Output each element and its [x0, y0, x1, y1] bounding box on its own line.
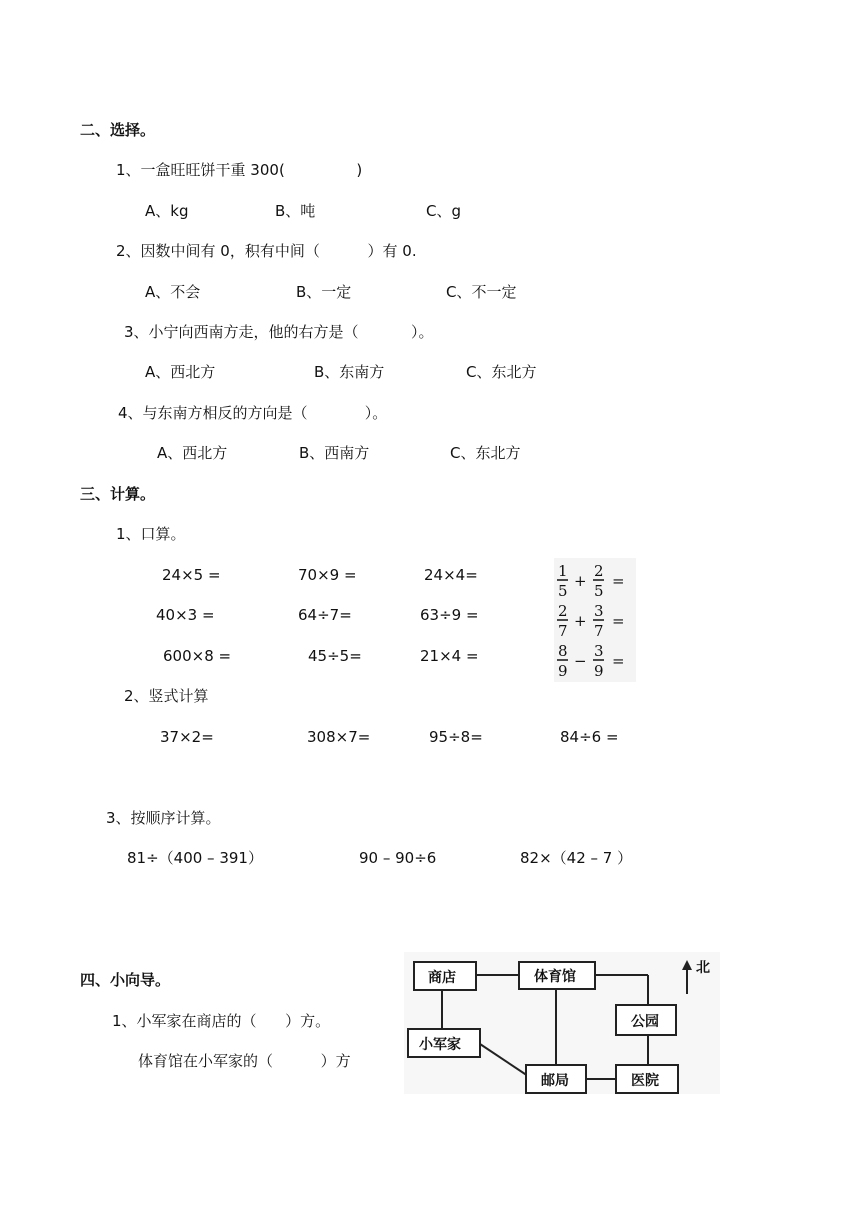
- fraction-problems-image: [554, 558, 636, 682]
- oral-calc-title: 1、口算。: [116, 525, 186, 543]
- svg-text:医院: 医院: [631, 1073, 659, 1089]
- q1-option-b: B、吨: [275, 202, 316, 220]
- fraction-equals: =: [612, 612, 625, 630]
- oral-item: 40×3 =: [156, 606, 215, 624]
- section2-title: 二、选择。: [80, 121, 156, 139]
- oral-item: 63÷9 =: [420, 606, 479, 624]
- fraction-equals: =: [612, 652, 625, 670]
- q3-option-b: B、东南方: [314, 363, 385, 381]
- map-node-park: [616, 1005, 676, 1035]
- oral-item: 24×5 =: [162, 566, 221, 584]
- fraction-numerator: 2: [558, 602, 568, 620]
- vertical-item: 95÷8=: [429, 728, 483, 746]
- section3-title: 三、计算。: [80, 485, 156, 503]
- fraction-denominator: 9: [558, 662, 568, 680]
- q1-option-c: C、g: [426, 202, 461, 220]
- order-calc-title: 3、按顺序计算。: [106, 809, 221, 827]
- vertical-item: 308×7=: [307, 728, 371, 746]
- fraction-numerator: 8: [558, 642, 568, 660]
- question-4: 4、与东南方相反的方向是（ ）。: [118, 404, 388, 422]
- fraction-denominator: 5: [558, 582, 568, 600]
- fraction-numerator: 1: [558, 562, 568, 580]
- oral-item: 64÷7=: [298, 606, 352, 624]
- oral-item: 70×9 =: [298, 566, 357, 584]
- q3-option-a: A、西北方: [145, 363, 216, 381]
- order-item: 90 – 90÷6: [359, 849, 437, 867]
- svg-text:北: 北: [696, 960, 710, 976]
- q2-option-c: C、不一定: [446, 283, 517, 301]
- vertical-calc-title: 2、竖式计算: [124, 687, 209, 705]
- q2-option-a: A、不会: [145, 283, 201, 301]
- svg-text:商店: 商店: [428, 970, 456, 986]
- q4-option-c: C、东北方: [450, 444, 521, 462]
- q1-option-a: A、kg: [145, 202, 189, 220]
- fraction-denominator: 9: [594, 662, 604, 680]
- svg-text:体育馆: 体育馆: [534, 969, 576, 985]
- svg-text:邮局: 邮局: [541, 1073, 569, 1089]
- fraction-numerator: 2: [594, 562, 604, 580]
- fraction-numerator: 3: [594, 642, 604, 660]
- fraction-operator: −: [574, 652, 587, 670]
- svg-text:小军家: 小军家: [419, 1037, 461, 1053]
- q4-option-a: A、西北方: [157, 444, 228, 462]
- q4-option-b: B、西南方: [299, 444, 370, 462]
- vertical-item: 37×2=: [160, 728, 214, 746]
- map-node-shop: [414, 962, 476, 990]
- fraction-operator: +: [574, 572, 587, 590]
- question-1: 1、一盒旺旺饼干重 300( ): [116, 161, 363, 179]
- oral-item: 45÷5=: [308, 647, 362, 665]
- direction-question-2: 体育馆在小军家的（ ）方: [138, 1052, 351, 1070]
- fraction-denominator: 7: [558, 622, 568, 640]
- vertical-item: 84÷6 =: [560, 728, 619, 746]
- fraction-denominator: 7: [594, 622, 604, 640]
- direction-question-1: 1、小军家在商店的（ ）方。: [112, 1012, 331, 1030]
- order-item: 82×（42 – 7 ）: [520, 849, 633, 867]
- fraction-operator: +: [574, 612, 587, 630]
- order-item: 81÷（400 – 391）: [127, 849, 263, 867]
- fraction-numerator: 3: [594, 602, 604, 620]
- map-node-gym: [519, 962, 595, 989]
- fraction-equals: =: [612, 572, 625, 590]
- direction-map: [404, 952, 720, 1094]
- fraction-denominator: 5: [594, 582, 604, 600]
- map-node-post-office: [526, 1065, 586, 1093]
- map-node-home: [408, 1029, 480, 1057]
- oral-item: 600×8 =: [163, 647, 232, 665]
- question-2: 2、因数中间有 0，积有中间（ ）有 0.: [116, 242, 417, 260]
- question-3: 3、小宁向西南方走，他的右方是（ ）。: [124, 323, 434, 341]
- svg-text:公园: 公园: [631, 1014, 659, 1030]
- oral-item: 24×4=: [424, 566, 478, 584]
- oral-item: 21×4 =: [420, 647, 479, 665]
- map-node-hospital: [616, 1065, 678, 1093]
- q3-option-c: C、东北方: [466, 363, 537, 381]
- section4-title: 四、小向导。: [80, 971, 171, 989]
- q2-option-b: B、一定: [296, 283, 352, 301]
